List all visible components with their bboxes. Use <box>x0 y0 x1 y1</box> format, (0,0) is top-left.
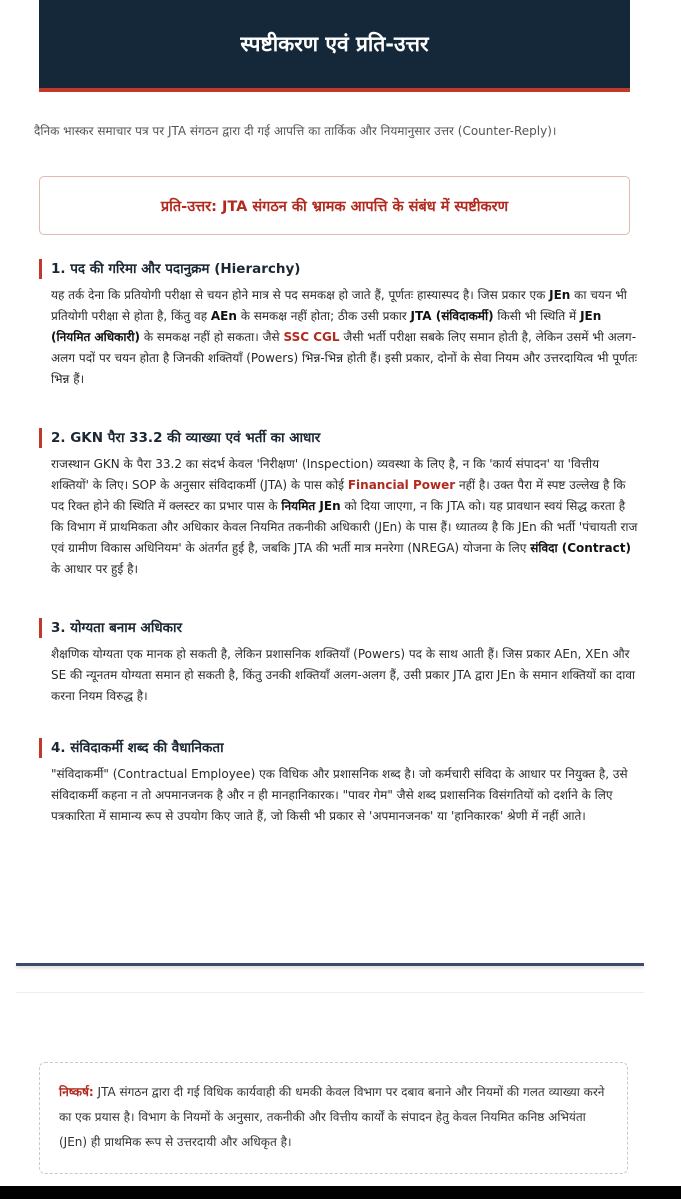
conclusion-label: निष्कर्ष: <box>59 1085 94 1099</box>
intro-text: दैनिक भास्कर समाचार पत्र पर JTA संगठन द्वारा दी गई आपत्ति का तार्किक और नियमानुसार उत्तर (Counter-Reply)। <box>34 124 557 138</box>
emphasis-text: संविदा (Contract) <box>530 541 631 555</box>
section-heading: 3. योग्यता बनाम अधिकार <box>39 618 639 638</box>
emphasis-text: AEn <box>210 309 237 323</box>
section-contractual-term <box>39 738 639 827</box>
emphasis-text: SSC CGL <box>283 330 340 344</box>
conclusion-text: JTA संगठन द्वारा दी गई विधिक कार्यवाही की धमकी केवल विभाग पर दबाव बनाने और नियमों की गलत व्याख्या करने का एक प्रयास है। विभाग के नियमों के अनुसार, तकनीकी और वित्तीय कार्यों के संपादन हेतु केवल नियमित कनिष्ठ अभियंता (JEn) ही प्राथमिक रूप से उत्तरदायी और अधिकृत है। <box>59 1085 605 1149</box>
section-body <box>39 764 639 827</box>
body-text: जैसी भर्ती परीक्षा सबके लिए समान होती है, लेकिन उसमें भी अलग-अलग पदों पर चयन होता है जिनकी शक्तियाँ (Powers) भिन्न-भिन्न होती हैं। इसी प्रकार, दोनों के सेवा नियम और उत्तरदायित्व भी पूर्णतः भिन्न हैं। <box>51 330 638 386</box>
body-text: नहीं है। उक्त पैरा में स्पष्ट उल्लेख है कि पद रिक्त होने की स्थिति में क्लस्टर का प्रभार पास के <box>51 478 626 513</box>
conclusion-box <box>39 1062 628 1174</box>
body-text: शैक्षणिक योग्यता एक मानक हो सकती है, लेकिन प्रशासनिक शक्तियाँ (Powers) पद के साथ आती हैं। जिस प्रकार AEn, XEn और SE की न्यूनतम योग्यता समान हो सकती है, किंतु उनकी शक्तियाँ अलग-अलग हैं, उसी प्रकार JTA द्वारा JEn के समान शक्तियों का दावा करना नियम विरुद्ध है। <box>51 647 636 703</box>
body-text: "संविदाकर्मी" (Contractual Employee) एक विधिक और प्रशासनिक शब्द है। जो कर्मचारी संविदा के आधार पर नियुक्त है, उसे संविदाकर्मी कहना न तो अपमानजनक है और न ही मानहानिकारक। "पावर गेम" जैसे शब्द प्रशासनिक विसंगतियों को दर्शाने के लिए पत्रकारिता में सामान्य रूप से उपयोग किए जाते हैं, जो किसी भी प्रकार से 'अपमानजनक' या 'हानिकारक' श्रेणी में नहीं आते। <box>51 767 628 823</box>
body-text: को दिया जाएगा, न कि JTA को। यह प्रावधान स्वयं सिद्ध करता है कि विभाग में प्राथमिकता और अधिकार केवल नियमित तकनीकी अधिकारी (JEn) के पास हैं। ध्यातव्य है कि JEn की भर्ती 'पंचायती राज एवं ग्रामीण विकास अधिनियम' के अंतर्गत हुई है, जबकि JTA की भर्ती मात्र मनरेगा (NREGA) योजना के लिए <box>51 499 638 555</box>
body-text: किसी भी स्थिति में <box>493 309 581 323</box>
section-body <box>39 285 639 390</box>
callout-title: प्रति-उत्तर: JTA संगठन की भ्रामक आपत्ति के संबंध में स्पष्टीकरण <box>160 198 509 215</box>
emphasis-text: JEn (नियमित अधिकारी) <box>51 309 602 344</box>
page-title: स्पष्टीकरण एवं प्रति-उत्तर <box>240 32 429 56</box>
emphasis-text: नियमित JEn <box>281 499 341 513</box>
emphasis-text: Financial Power <box>347 478 456 492</box>
page-header <box>39 0 630 92</box>
bottom-bar <box>0 1186 681 1199</box>
body-text: राजस्थान GKN के पैरा 33.2 का संदर्भ केवल 'निरीक्षण' (Inspection) व्यवस्था के लिए है, न कि 'कार्य संपादन' या 'वित्तीय शक्तियों' के लिए। SOP के अनुसार संविदाकर्मी (JTA) के पास कोई <box>51 457 600 492</box>
body-text: यह तर्क देना कि प्रतियोगी परीक्षा से चयन होने मात्र से पद समकक्ष हो जाते हैं, पूर्णतः हास्यास्पद है। जिस प्रकार एक <box>51 288 550 302</box>
body-text: का चयन भी प्रतियोगी परीक्षा से होता है, किंतु वह <box>51 288 627 323</box>
emphasis-text: JTA (संविदाकर्मी) <box>410 309 494 323</box>
section-hierarchy <box>39 259 639 390</box>
callout-box <box>39 176 630 235</box>
body-text: के समकक्ष नहीं हो सकता। जैसे <box>140 330 284 344</box>
section-qualification <box>39 618 639 707</box>
section-gkn-para <box>39 428 639 580</box>
section-heading: 2. GKN पैरा 33.2 की व्याख्या एवं भर्ती का आधार <box>39 428 639 448</box>
body-text: के समकक्ष नहीं होता; ठीक उसी प्रकार <box>236 309 411 323</box>
divider <box>16 963 644 966</box>
section-body <box>39 454 639 580</box>
divider <box>16 992 644 993</box>
section-heading: 1. पद की गरिमा और पदानुक्रम (Hierarchy) <box>39 259 639 279</box>
emphasis-text: JEn <box>549 288 571 302</box>
section-heading: 4. संविदाकर्मी शब्द की वैधानिकता <box>39 738 639 758</box>
section-body <box>39 644 639 707</box>
body-text: के आधार पर हुई है। <box>51 562 139 576</box>
